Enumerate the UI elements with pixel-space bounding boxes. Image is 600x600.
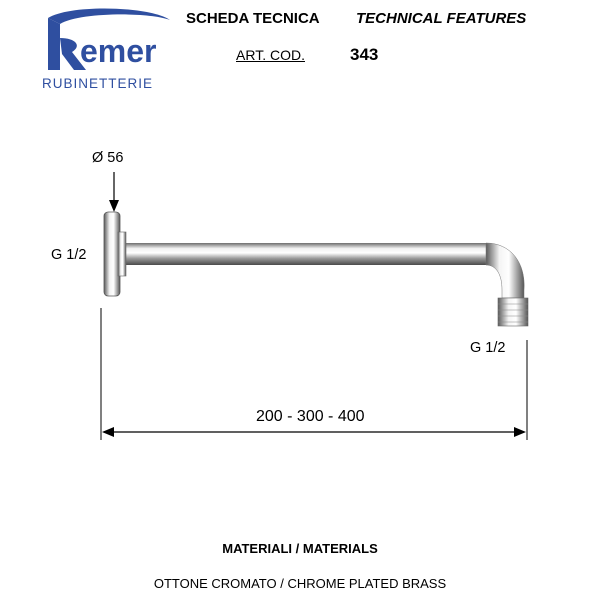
diameter-arrow xyxy=(109,172,119,212)
brand-tagline: RUBINETTERIE xyxy=(42,76,154,91)
title-it: SCHEDA TECNICA xyxy=(186,10,320,27)
svg-text:emer: emer xyxy=(80,33,157,69)
arm-bend xyxy=(486,243,524,298)
materials-text: OTTONE CROMATO / CHROME PLATED BRASS xyxy=(153,576,447,591)
title-en: TECHNICAL FEATURES xyxy=(356,10,527,27)
length-dimension-line xyxy=(102,427,526,437)
diameter-label: Ø 56 xyxy=(92,150,124,166)
art-cod-label: ART. COD. xyxy=(236,47,305,63)
wall-flange xyxy=(104,212,126,296)
length-label: 200 - 300 - 400 xyxy=(256,408,365,425)
thread-wall-label: G 1/2 xyxy=(51,247,87,263)
arm-pipe xyxy=(124,243,486,265)
outlet-thread xyxy=(498,298,528,326)
art-cod-value: 343 xyxy=(350,45,379,64)
thread-outlet-label: G 1/2 xyxy=(470,340,506,356)
materials-title: MATERIALI / MATERIALS xyxy=(222,541,378,556)
